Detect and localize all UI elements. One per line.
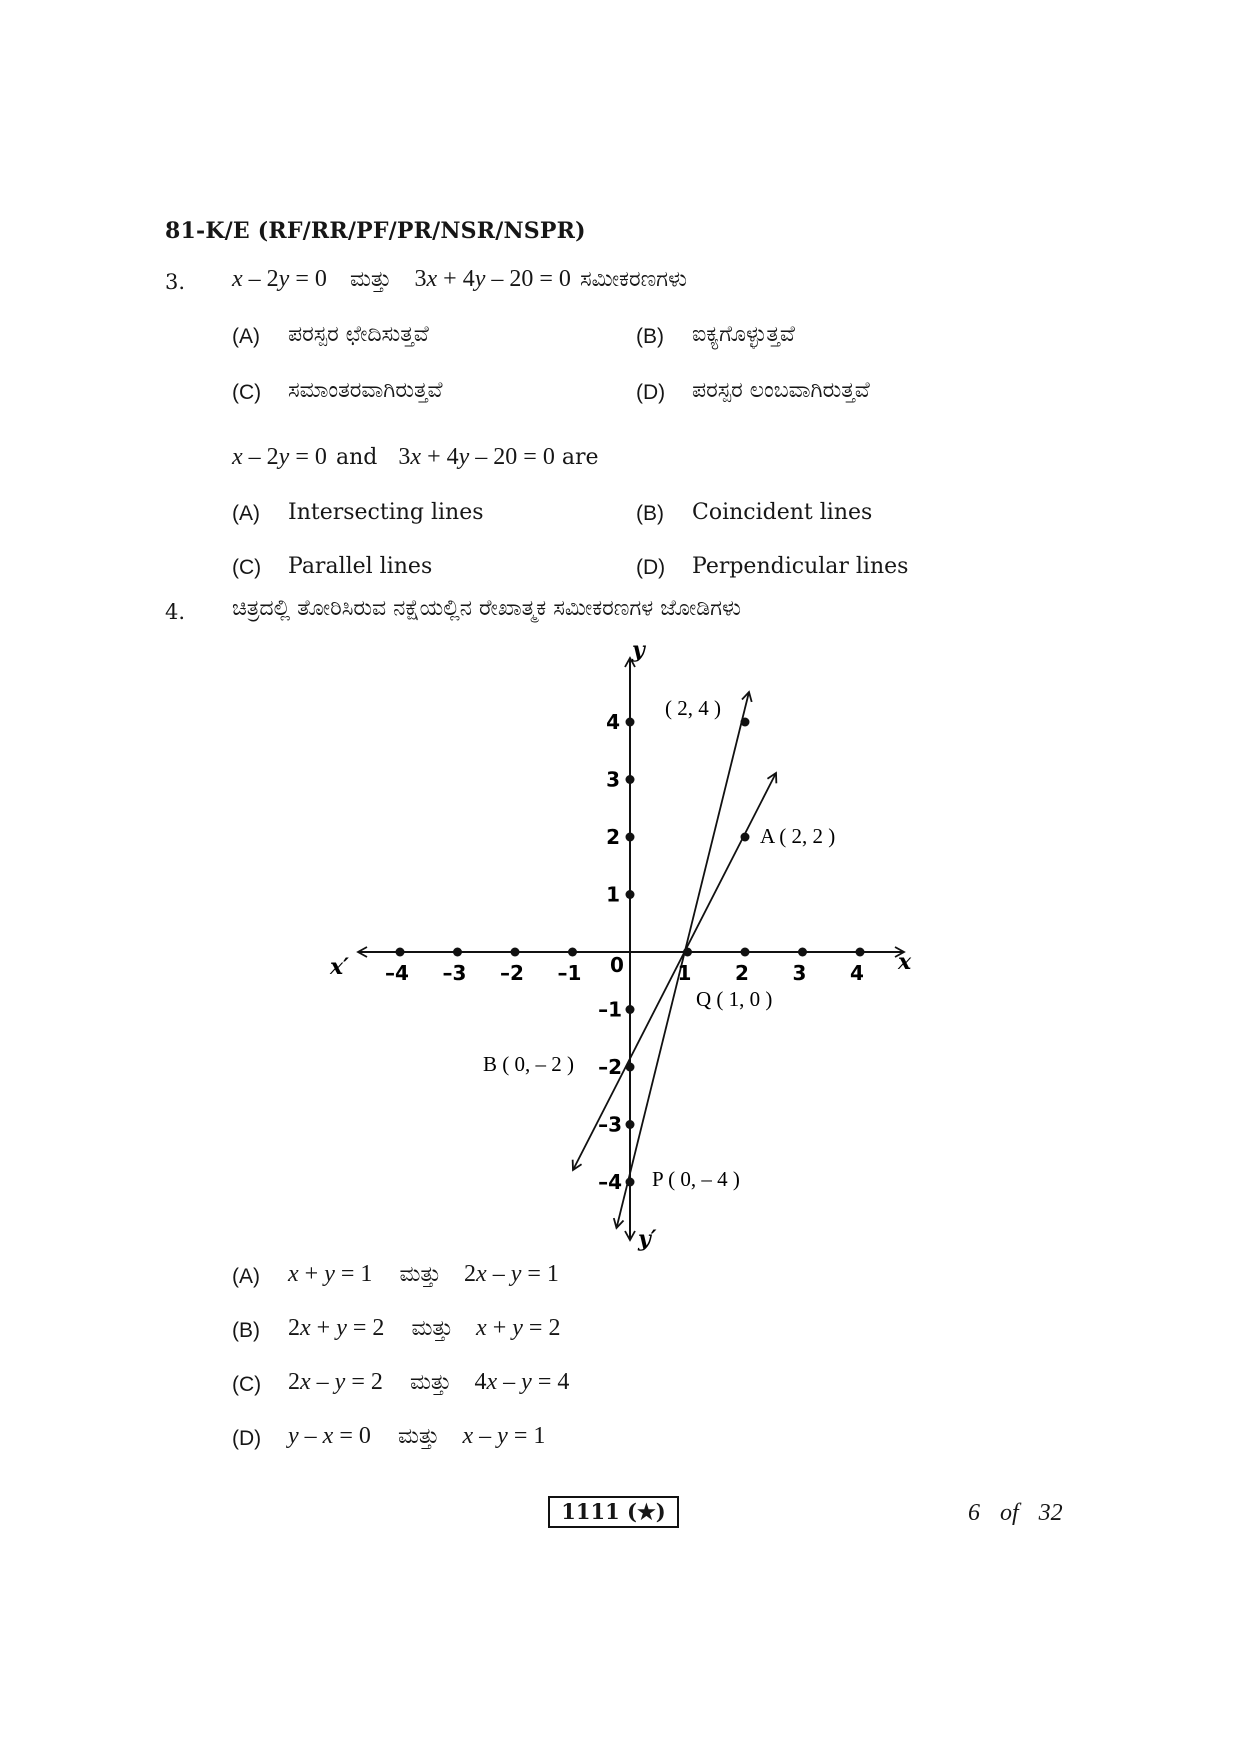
conjunction: ಮತ್ತು: [409, 1370, 452, 1395]
option-letter: (A): [232, 325, 260, 348]
stem-suffix: ಸಮೀಕರಣಗಳು: [580, 267, 688, 292]
conjunction: ಮತ್ತು: [349, 267, 392, 292]
y-tick-label: –4: [598, 1170, 622, 1194]
option-d: [288, 1423, 545, 1450]
y-tick-label: 1: [606, 882, 620, 907]
y-tick-label: 3: [606, 767, 620, 792]
equation-2: x – y = 1: [462, 1423, 546, 1449]
x-tick-label: 2: [735, 961, 749, 985]
current-page: 6: [968, 1500, 980, 1526]
x-tick-dot: [453, 948, 462, 957]
booklet-code: 1111 (★): [548, 1496, 679, 1528]
option-letter: (C): [232, 381, 262, 404]
y-tick-dot: [626, 775, 635, 784]
option-c-kn: ಸಮಾಂತರವಾಗಿರುತ್ತವೆ: [288, 378, 443, 403]
point-label-Q: Q ( 1, 0 ): [696, 987, 773, 1011]
y-tick-label: –3: [598, 1112, 622, 1137]
y-axis-label: y: [632, 637, 645, 663]
point-A: [741, 833, 750, 842]
option-letter: (A): [232, 502, 260, 525]
conjunction: ಮತ್ತು: [399, 1262, 441, 1287]
option-c: [288, 1369, 569, 1396]
x-axis-label: x: [898, 949, 912, 975]
conjunction: and: [335, 445, 378, 470]
y-tick-label: 2: [606, 825, 620, 849]
option-letter: (D): [636, 381, 666, 404]
option-letter: (D): [636, 556, 666, 579]
x-tick-label: –3: [442, 961, 467, 985]
equation-2: x + y = 2: [476, 1315, 561, 1341]
equation-1: 2x – y = 2: [288, 1369, 383, 1395]
x-neg-axis-label: x′: [330, 954, 349, 980]
total-pages: 32: [1038, 1500, 1063, 1526]
x-tick-dot: [798, 948, 807, 957]
y-tick-dot: [626, 1178, 635, 1187]
x-tick-dot: [511, 948, 520, 957]
stem-suffix: are: [561, 445, 599, 470]
option-a: [288, 1261, 559, 1288]
option-a-en: Intersecting lines: [288, 500, 484, 525]
y-tick-dot: [626, 890, 635, 899]
y-tick-dot: [626, 1063, 635, 1072]
option-c-en: Parallel lines: [288, 554, 433, 579]
origin-label: 0: [610, 953, 624, 977]
option-b-kn: ಐಕ್ಯಗೊಳ್ಳುತ್ತವೆ: [692, 322, 795, 347]
option-a-kn: ಪರಸ್ಪರ ಛೇದಿಸುತ್ತವೆ: [288, 322, 429, 347]
option-letter: (A): [232, 1265, 260, 1288]
x-tick-dot: [683, 948, 692, 957]
y-tick-label: –2: [598, 1055, 622, 1079]
option-letter: (C): [232, 1373, 262, 1396]
option-b: [288, 1315, 560, 1342]
x-tick-dot: [856, 948, 865, 957]
line-through-2-4-and-0-minus-4: [617, 692, 750, 1228]
x-tick-dot: [568, 948, 577, 957]
y-tick-dot: [626, 718, 635, 727]
equation-1: y – x = 0: [288, 1423, 371, 1449]
option-b-en: Coincident lines: [692, 500, 873, 525]
conjunction: ಮತ್ತು: [411, 1316, 453, 1341]
y-tick-label: –1: [598, 997, 622, 1022]
option-letter: (D): [232, 1427, 262, 1450]
equation-2: 4x – y = 4: [474, 1369, 570, 1395]
x-tick-label: 1: [677, 961, 692, 985]
equation-2: 2x – y = 1: [464, 1261, 559, 1287]
option-letter: (B): [636, 325, 664, 348]
point-label-P: P ( 0, – 4 ): [652, 1167, 740, 1191]
paper-code-header: 81-K/E (RF/RR/PF/PR/NSR/NSPR): [165, 218, 586, 244]
x-tick-dot: [741, 948, 750, 957]
equation-2: 3x + 4y – 20 = 0: [414, 266, 571, 292]
option-d-kn: ಪರಸ್ಪರ ಲಂಬವಾಗಿರುತ್ತವೆ: [692, 378, 870, 403]
option-d-en: Perpendicular lines: [692, 554, 909, 579]
page-number: [968, 1500, 1063, 1527]
question-number: 4.: [165, 600, 186, 624]
of-label: of: [1000, 1500, 1019, 1526]
equation-1: x + y = 1: [288, 1261, 373, 1287]
x-tick-label: –2: [500, 961, 524, 985]
y-tick-dot: [626, 1120, 635, 1129]
point-label-A: A ( 2, 2 ): [760, 824, 836, 848]
point-2-4: [741, 718, 750, 727]
option-letter: (B): [636, 502, 664, 525]
question-number: 3.: [165, 270, 186, 294]
y-tick-dot: [626, 833, 635, 842]
point-label-2-4: ( 2, 4 ): [665, 696, 721, 720]
equation-1: x – 2y = 0: [232, 266, 327, 292]
question-4-stem-kn: ಚಿತ್ರದಲ್ಲಿ ತೋರಿಸಿರುವ ನಕ್ಷೆಯಲ್ಲಿನ ರೇಖಾತ್ಮಕ ಸಮೀಕರಣಗಳ ಜೋಡಿಗಳು: [232, 596, 741, 621]
x-tick-label: –4: [385, 961, 409, 985]
x-tick-label: –1: [557, 961, 582, 985]
y-tick-dot: [626, 1005, 635, 1014]
option-letter: (B): [232, 1319, 260, 1342]
x-tick-label: 3: [792, 961, 807, 985]
x-tick-label: 4: [850, 961, 864, 985]
option-letter: (C): [232, 556, 262, 579]
equation-1: 2x + y = 2: [288, 1315, 385, 1341]
equation-1: x – 2y = 0: [232, 444, 327, 470]
point-label-B: B ( 0, – 2 ): [483, 1052, 574, 1076]
y-neg-axis-label: y′: [638, 1226, 657, 1252]
conjunction: ಮತ್ತು: [397, 1424, 440, 1449]
equation-2: 3x + 4y – 20 = 0: [398, 444, 555, 470]
y-tick-label: 4: [606, 710, 620, 734]
x-tick-dot: [396, 948, 405, 957]
